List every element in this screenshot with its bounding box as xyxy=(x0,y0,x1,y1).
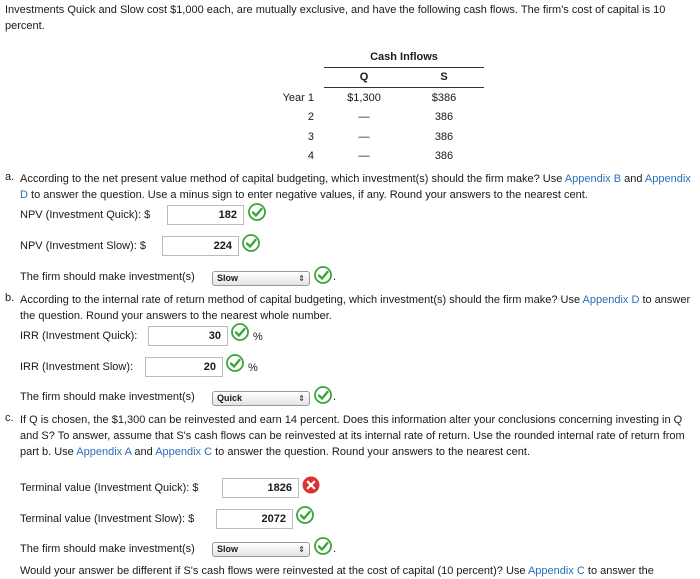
column-s-header: S xyxy=(404,67,484,88)
year-label: Year 1 xyxy=(282,91,314,104)
part-b-decision-label: The firm should make investment(s) xyxy=(20,391,195,403)
appendix-d-link[interactable]: Appendix D xyxy=(20,173,691,201)
s-value: 386 xyxy=(434,150,454,163)
part-b-question xyxy=(20,292,700,324)
part-b-text-1: According to the internal rate of return method of capital budgeting, which investment(s) should the firm make? Use xyxy=(20,294,583,306)
cash-inflows-header: Cash Inflows xyxy=(324,47,484,67)
part-a-question xyxy=(20,171,692,203)
appendix-a-link[interactable]: Appendix A xyxy=(76,446,132,458)
period: . xyxy=(333,543,337,555)
part-b-selected-value: Quick xyxy=(217,393,243,403)
q-value: — xyxy=(358,130,370,143)
percent-sign: % xyxy=(253,331,263,343)
correct-check-icon xyxy=(226,354,244,372)
column-q-header: Q xyxy=(324,67,404,88)
incorrect-x-icon xyxy=(302,476,320,494)
period: . xyxy=(333,271,337,283)
irr-quick-label: IRR (Investment Quick): xyxy=(20,330,138,342)
correct-check-icon xyxy=(314,266,332,284)
part-a-selected-value: Slow xyxy=(217,273,239,283)
part-b-text-2: to answer the question. Round your answers to the nearest whole number. xyxy=(20,294,691,322)
part-c-decision-label: The firm should make investment(s) xyxy=(20,543,195,555)
npv-slow-input[interactable]: 224 xyxy=(162,236,239,256)
s-value: 386 xyxy=(434,130,454,143)
npv-quick-label: NPV (Investment Quick): $ xyxy=(20,209,151,221)
irr-slow-input[interactable]: 20 xyxy=(145,357,223,377)
part-a-text-2: and xyxy=(621,173,645,185)
tv-slow-label: Terminal value (Investment Slow): $ xyxy=(20,513,195,525)
part-a-decision-label: The firm should make investment(s) xyxy=(20,271,195,283)
irr-quick-input[interactable]: 30 xyxy=(148,326,228,346)
q-value: — xyxy=(358,111,370,124)
correct-check-icon xyxy=(242,234,260,252)
part-a-text-3: to answer the question. Use a minus sign to enter negative values, if any. Round your answers to the nearest cent. xyxy=(27,189,588,201)
npv-slow-label: NPV (Investment Slow): $ xyxy=(20,240,146,252)
part-b-investment-select[interactable] xyxy=(212,391,310,406)
part-c-marker: c. xyxy=(5,412,14,424)
correct-check-icon xyxy=(314,537,332,555)
select-arrows-icon: ⇕ xyxy=(298,394,305,403)
select-arrows-icon: ⇕ xyxy=(298,545,305,554)
s-value: $386 xyxy=(431,91,457,104)
final-question xyxy=(20,565,654,577)
year-label: 3 xyxy=(307,130,314,143)
table-row xyxy=(234,108,484,128)
tv-slow-input[interactable]: 2072 xyxy=(216,509,293,529)
year-label: 2 xyxy=(307,111,314,124)
part-c-selected-value: Slow xyxy=(217,544,239,554)
table-row xyxy=(234,147,484,167)
appendix-c-link[interactable]: Appendix C xyxy=(155,446,213,458)
select-arrows-icon: ⇕ xyxy=(298,274,305,283)
part-c-investment-select[interactable] xyxy=(212,542,310,557)
q-value: $1,300 xyxy=(347,91,381,104)
correct-check-icon xyxy=(296,506,314,524)
appendix-b-link[interactable]: Appendix B xyxy=(564,173,622,185)
appendix-d-link[interactable]: Appendix D xyxy=(582,294,640,306)
part-b-marker: b. xyxy=(5,292,15,304)
percent-sign: % xyxy=(248,362,258,374)
intro-text: Investments Quick and Slow cost $1,000 each, are mutually exclusive, and have the following cash flows. The firm's cost of capital is 10 percent. xyxy=(5,4,666,32)
irr-slow-label: IRR (Investment Slow): xyxy=(20,361,134,373)
table-row xyxy=(234,88,484,108)
s-value: 386 xyxy=(434,111,454,124)
correct-check-icon xyxy=(314,386,332,404)
table-row xyxy=(234,127,484,147)
part-c-question xyxy=(20,412,692,460)
final-text-2: to answer the xyxy=(584,565,654,577)
part-a-investment-select[interactable] xyxy=(212,271,310,286)
appendix-c-link[interactable]: Appendix C xyxy=(527,565,585,577)
part-a-text-1: According to the net present value method of capital budgeting, which investment(s) should the firm make? Use xyxy=(20,173,565,185)
final-text-1: Would your answer be different if S's cash flows were reinvested at the cost of capital (10 percent)? Use xyxy=(20,565,528,577)
year-label: 4 xyxy=(307,150,314,163)
part-c-text-1: If Q is chosen, the $1,300 can be reinvested and earn 14 percent. Does this information alter your conclusions concerning investing in Q and S? To answer, assume that S's cash flows can be reinvested at its internal rate of return. Use the rounded internal rate of return from part b. Use xyxy=(20,414,685,458)
npv-quick-input[interactable]: 182 xyxy=(167,205,244,225)
part-c-text-3: to answer the question. Round your answers to the nearest cent. xyxy=(212,446,531,458)
q-value: — xyxy=(358,150,370,163)
correct-check-icon xyxy=(231,323,249,341)
period: . xyxy=(333,391,337,403)
tv-quick-label: Terminal value (Investment Quick): $ xyxy=(20,482,199,494)
part-c-text-2: and xyxy=(131,446,156,458)
part-a-marker: a. xyxy=(5,171,15,183)
correct-check-icon xyxy=(248,203,266,221)
cash-flow-table xyxy=(234,47,484,166)
tv-quick-input[interactable]: 1826 xyxy=(222,478,299,498)
